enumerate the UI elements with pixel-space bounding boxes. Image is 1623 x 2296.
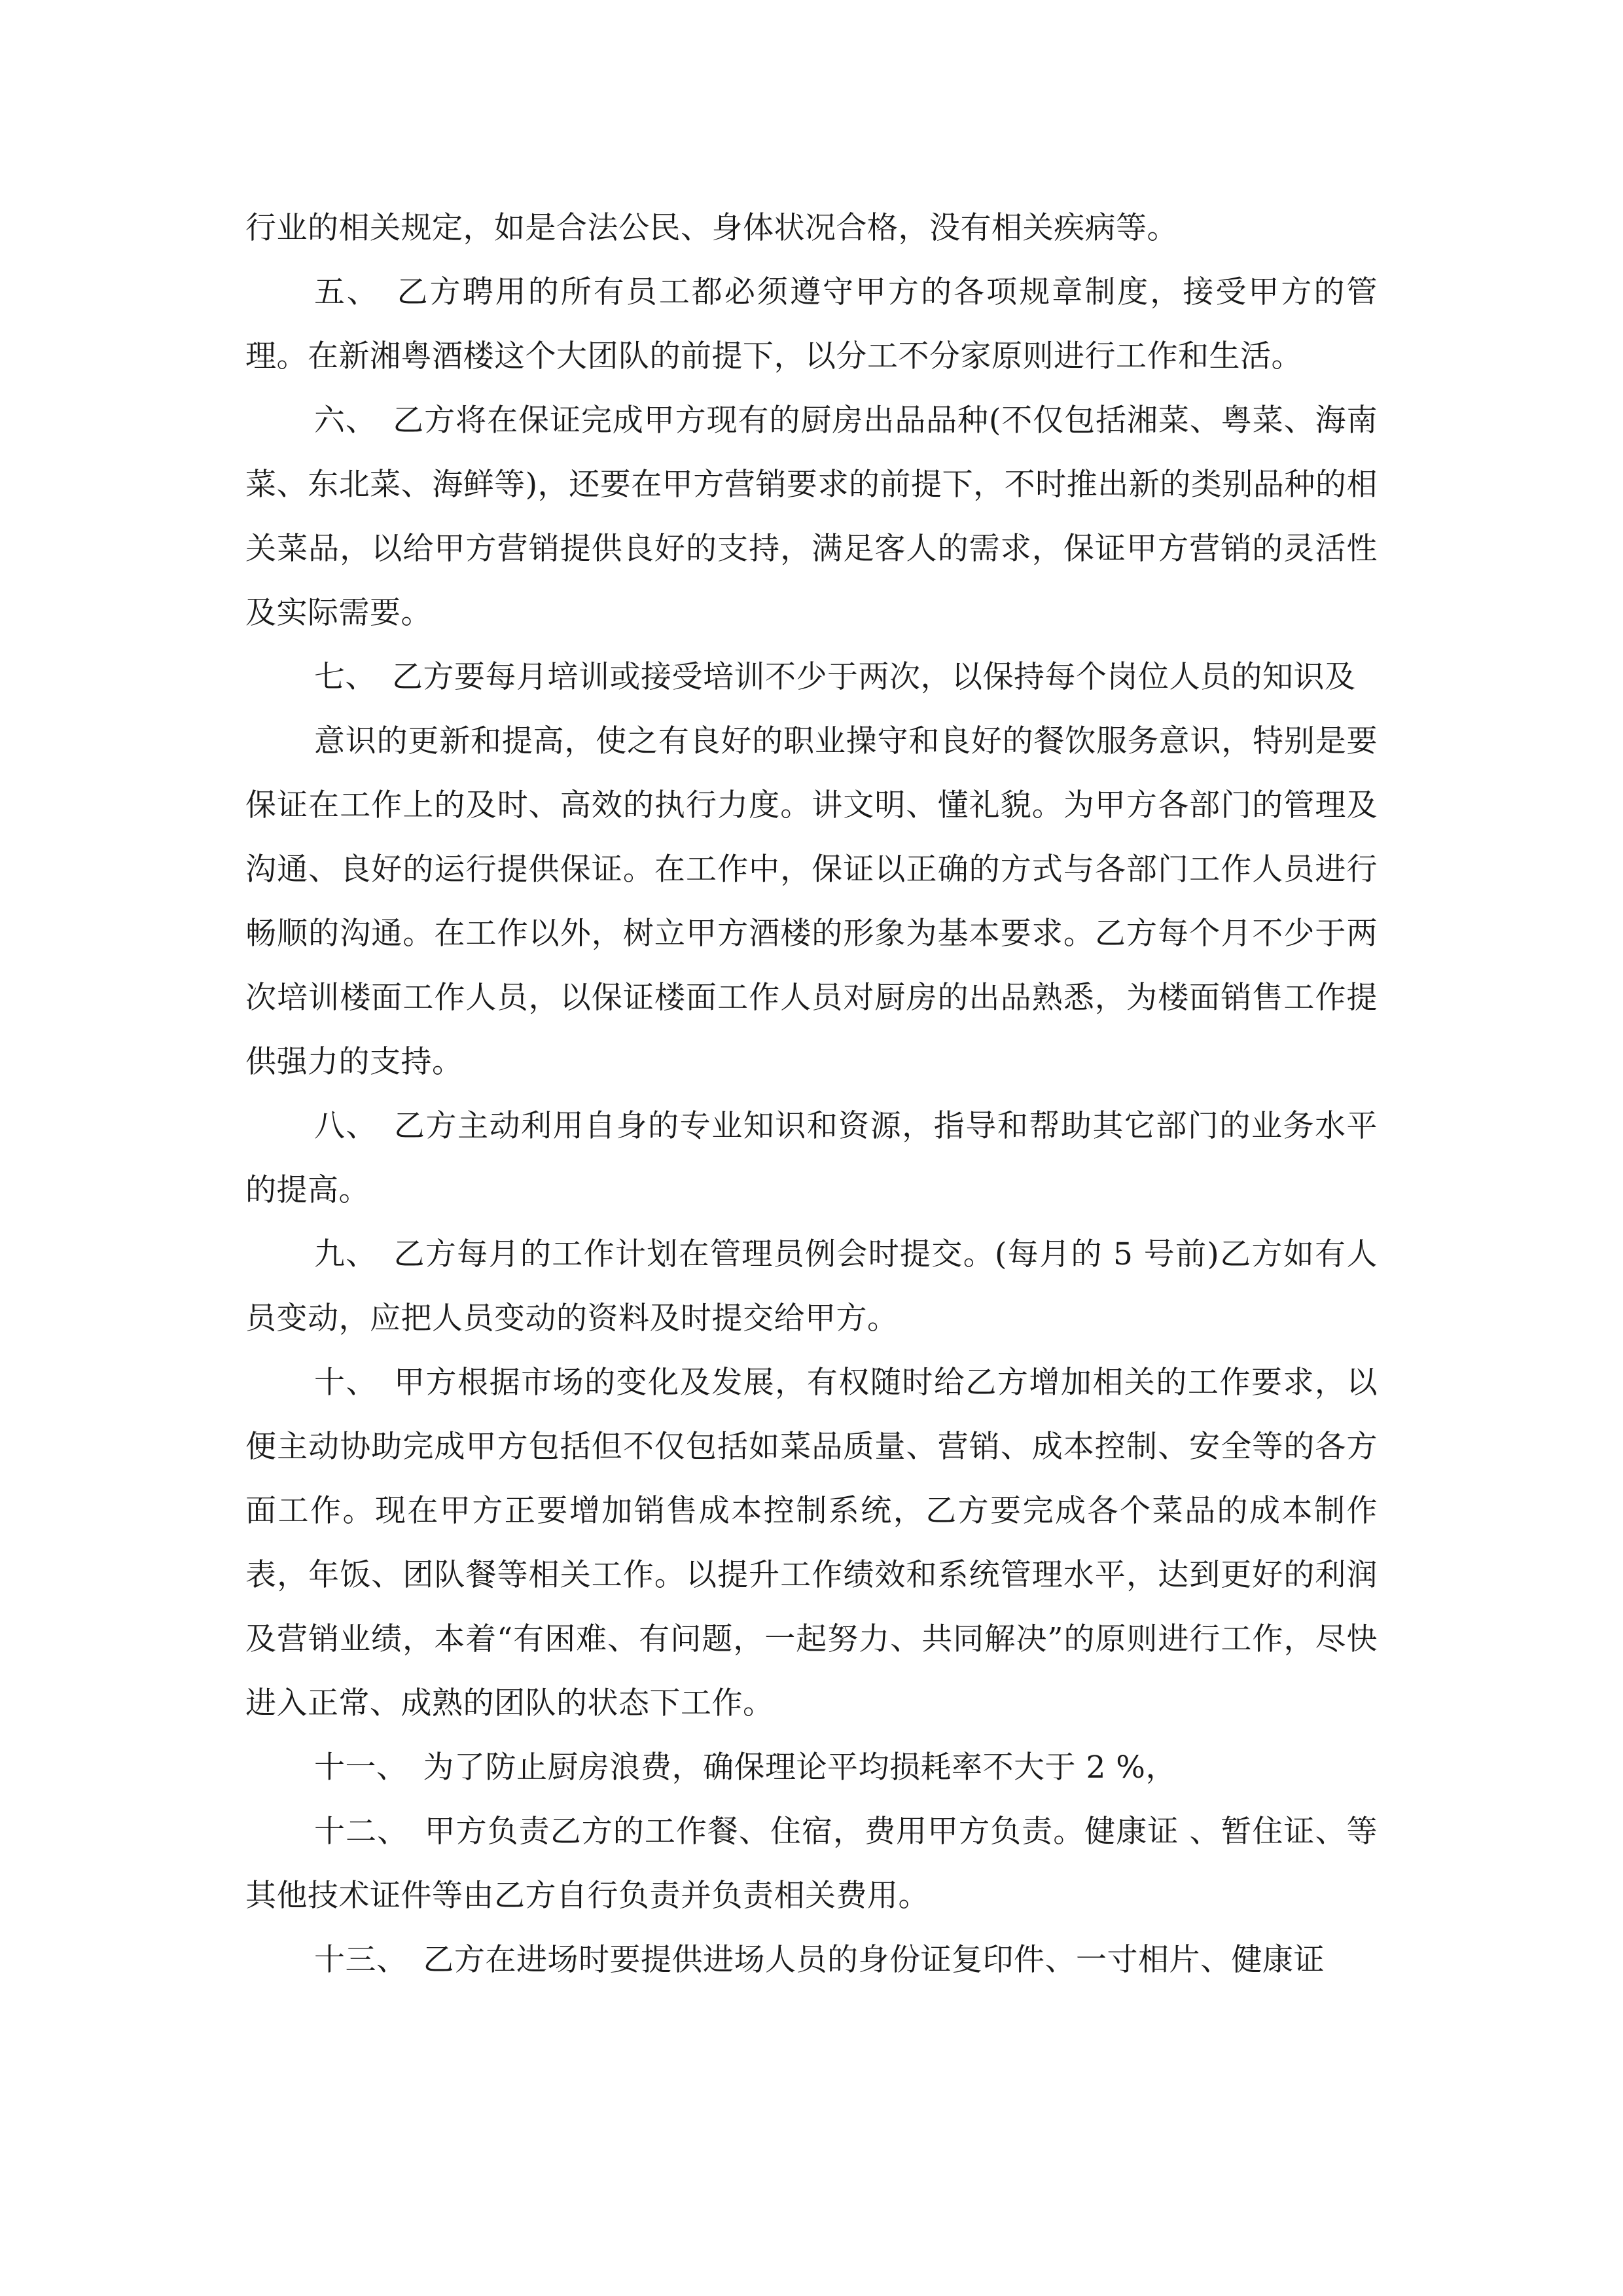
- document-body: [245, 196, 1378, 1992]
- clause-13: 十三、 乙方在进场时要提供进场人员的身份证复印件、一寸相片、健康证: [314, 1942, 1325, 1978]
- clause-9: 九、 乙方每月的工作计划在管理员例会时提交。(每月的 5 号前)乙方如有人员变动，应把人员变动的资料及时提交给甲方。: [245, 1236, 1378, 1336]
- clause-10: 十、 甲方根据市场的变化及发展，有权随时给乙方增加相关的工作要求，以便主动协助完成甲方包括但不仅包括如菜品质量、营销、成本控制、安全等的各方面工作。现在甲方正要增加销售成本控制系统，乙方要完成各个菜品的成本制作表，年饭、团队餐等相关工作。以提升工作绩效和系统管理水平，达到更好的利润及营销业绩，本着“有困难、有问题，一起努力、共同解决”的原则进行工作，尽快进入正常、成熟的团队的状态下工作。: [245, 1365, 1378, 1721]
- clause-7-continued: 意识的更新和提高，使之有良好的职业操守和良好的餐饮服务意识，特别是要保证在工作上的及时、高效的执行力度。讲文明、懂礼貌。为甲方各部门的管理及沟通、良好的运行提供保证。在工作中，保证以正确的方式与各部门工作人员进行畅顺的沟通。在工作以外，树立甲方酒楼的形象为基本要求。乙方每个月不少于两次培训楼面工作人员，以保证楼面工作人员对厨房的出品熟悉，为楼面销售工作提供强力的支持。: [245, 723, 1378, 1080]
- paragraph-continuation: 行业的相关规定，如是合法公民、身体状况合格，没有相关疾病等。: [245, 210, 1178, 246]
- clause-12: 十二、 甲方负责乙方的工作餐、住宿，费用甲方负责。健康证 、暂住证、等其他技术证件等由乙方自行负责并负责相关费用。: [245, 1814, 1378, 1914]
- clause-6: 六、 乙方将在保证完成甲方现有的厨房出品品种(不仅包括湘菜、粤菜、海南菜、东北菜、海鲜等)，还要在甲方营销要求的前提下，不时推出新的类别品种的相关菜品，以给甲方营销提供良好的支持，满足客人的需求，保证甲方营销的灵活性及实际需要。: [245, 403, 1378, 631]
- clause-8: 八、 乙方主动利用自身的专业知识和资源，指导和帮助其它部门的业务水平的提高。: [245, 1108, 1378, 1208]
- clause-7: 七、 乙方要每月培训或接受培训不少于两次，以保持每个岗位人员的知识及: [314, 659, 1356, 695]
- clause-11: 十一、 为了防止厨房浪费，确保理论平均损耗率不大于 2 %，: [314, 1749, 1177, 1785]
- clause-5: 五、 乙方聘用的所有员工都必须遵守甲方的各项规章制度，接受甲方的管理。在新湘粤酒楼这个大团队的前提下，以分工不分家原则进行工作和生活。: [245, 274, 1378, 374]
